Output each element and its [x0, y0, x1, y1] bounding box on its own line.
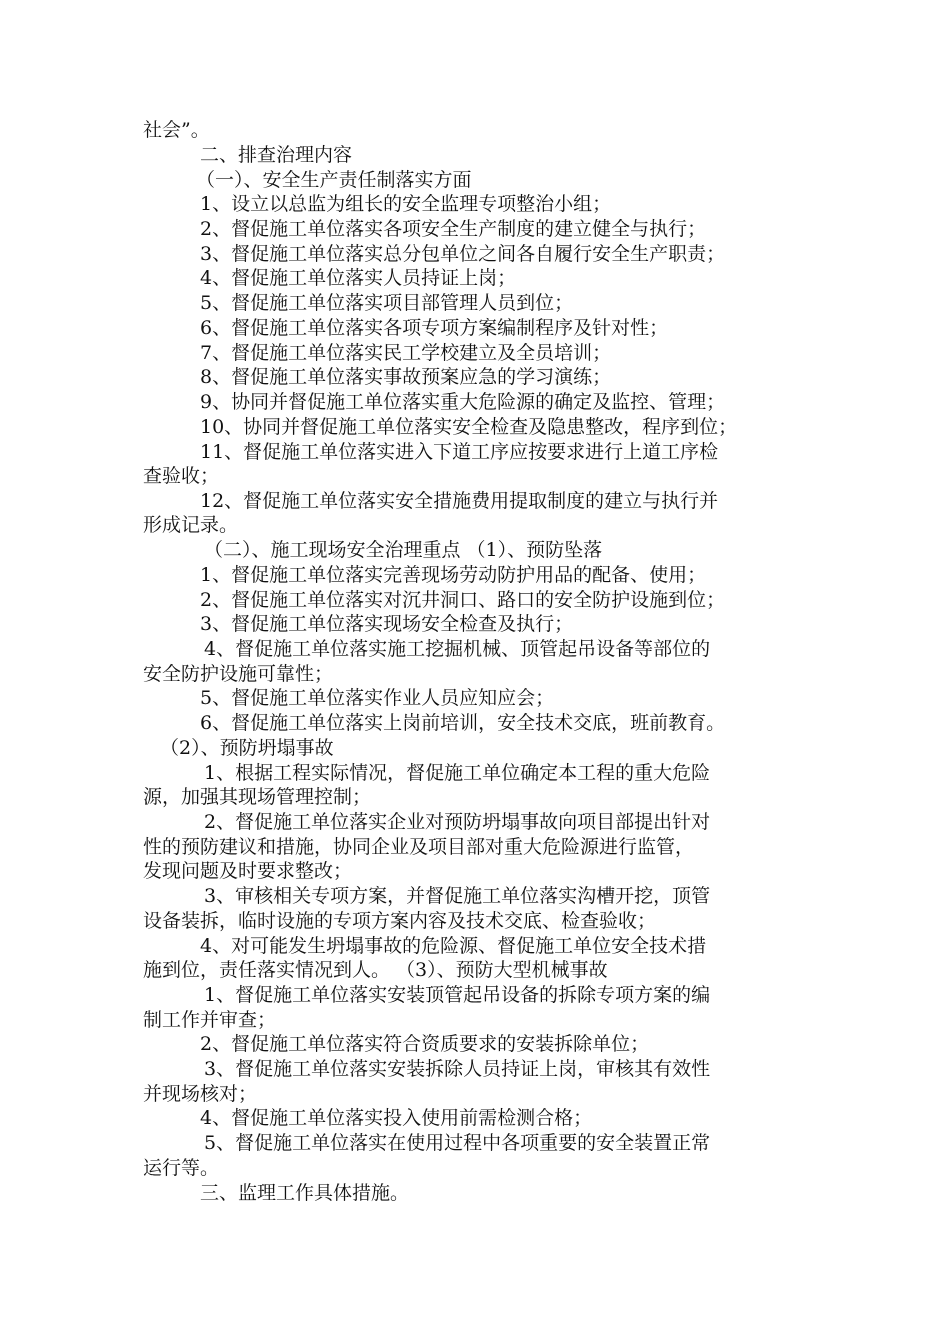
text-line: 施到位，责任落实情况到人。 （3）、预防大型机械事故 [143, 959, 608, 981]
text-line: 运行等。 [143, 1157, 220, 1179]
list-item: 6、督促施工单位落实上岗前培训，安全技术交底，班前教育。 [200, 712, 726, 734]
list-item: 11、督促施工单位落实进入下道工序应按要求进行上道工序检 [200, 441, 719, 463]
list-item: 2、督促施工单位落实对沉井洞口、路口的安全防护设施到位； [200, 589, 726, 611]
text-line: 发现问题及时要求整改； [143, 860, 353, 882]
text-line: 源，加强其现场管理控制； [143, 786, 372, 808]
list-item: 6、督促施工单位落实各项专项方案编制程序及针对性； [200, 317, 669, 339]
list-item: 10、协同并督促施工单位落实安全检查及隐患整改，程序到位； [200, 416, 738, 438]
list-item: 4、督促施工单位落实施工挖掘机械、顶管起吊设备等部位的 [204, 638, 711, 660]
subsection-heading: （一）、安全生产责任制落实方面 [196, 169, 472, 191]
list-item: 1、督促施工单位落实安装顶管起吊设备的拆除专项方案的编 [204, 984, 711, 1006]
subsection-heading: （二）、施工现场安全治理重点 （1）、预防坠落 [204, 539, 603, 561]
text-line: 并现场核对； [143, 1083, 258, 1105]
list-item: 3、督促施工单位落实总分包单位之间各自履行安全生产职责； [200, 243, 726, 265]
list-item: 5、督促施工单位落实作业人员应知应会； [200, 687, 555, 709]
list-item: 3、督促施工单位落实现场安全检查及执行； [200, 613, 574, 635]
text-line: 查验收； [143, 465, 220, 487]
subsection-heading: （2）、预防坍塌事故 [160, 737, 334, 759]
list-item: 2、督促施工单位落实各项安全生产制度的建立健全与执行； [200, 218, 707, 240]
section-heading: 三、监理工作具体措施。 [200, 1182, 410, 1204]
list-item: 4、督促施工单位落实投入使用前需检测合格； [200, 1107, 593, 1129]
text-line: 社会”。 [143, 119, 210, 141]
list-item: 2、督促施工单位落实企业对预防坍塌事故向项目部提出针对 [204, 811, 711, 833]
list-item: 3、审核相关专项方案，并督促施工单位落实沟槽开挖，顶管 [204, 885, 711, 907]
text-line: 性的预防建议和措施，协同企业及项目部对重大危险源进行监管， [143, 836, 695, 858]
list-item: 1、督促施工单位落实完善现场劳动防护用品的配备、使用； [200, 564, 707, 586]
section-heading: 二、排查治理内容 [200, 144, 353, 166]
text-line: 安全防护设施可靠性； [143, 663, 334, 685]
text-line: 制工作并审查； [143, 1009, 277, 1031]
list-item: 5、督促施工单位落实在使用过程中各项重要的安全装置正常 [204, 1132, 711, 1154]
list-item: 8、督促施工单位落实事故预案应急的学习演练； [200, 366, 612, 388]
list-item: 4、对可能发生坍塌事故的危险源、督促施工单位安全技术措 [200, 935, 707, 957]
list-item: 12、督促施工单位落实安全措施费用提取制度的建立与执行并 [200, 490, 719, 512]
text-line: 设备装拆，临时设施的专项方案内容及技术交底、检查验收； [143, 910, 657, 932]
text-line: 形成记录。 [143, 514, 239, 536]
list-item: 4、督促施工单位落实人员持证上岗； [200, 267, 517, 289]
list-item: 7、督促施工单位落实民工学校建立及全员培训； [200, 342, 612, 364]
list-item: 5、督促施工单位落实项目部管理人员到位； [200, 292, 574, 314]
list-item: 1、根据工程实际情况，督促施工单位确定本工程的重大危险 [204, 762, 711, 784]
list-item: 2、督促施工单位落实符合资质要求的安装拆除单位； [200, 1033, 650, 1055]
list-item: 9、协同并督促施工单位落实重大危险源的确定及监控、管理； [200, 391, 726, 413]
list-item: 3、督促施工单位落实安装拆除人员持证上岗，审核其有效性 [204, 1058, 711, 1080]
list-item: 1、设立以总监为组长的安全监理专项整治小组； [200, 193, 612, 215]
